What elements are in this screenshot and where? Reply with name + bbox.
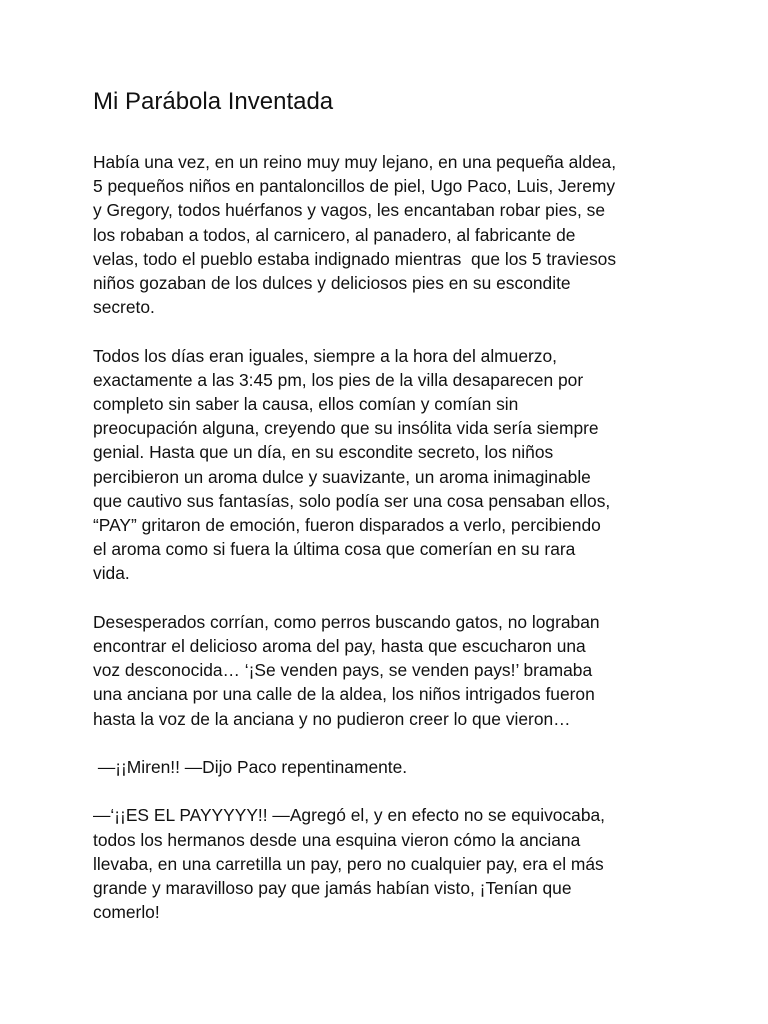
text-line: encontrar el delicioso aroma del pay, hasta que escucharon una [93, 636, 586, 657]
text-line: y Gregory, todos huérfanos y vagos, les encantaban robar pies, se [93, 200, 606, 221]
text-line: secreto. [93, 297, 155, 318]
text-line: hasta la voz de la anciana y no pudieron creer lo que vieron… [93, 708, 571, 729]
text-line: el aroma como si fuera la última cosa que comerían en su rara [93, 539, 576, 560]
text-line: llevaba, en una carretilla un pay, pero no cualquier pay, era el más [93, 853, 604, 874]
text-line: grande y maravilloso pay que jamás habían visto, ¡Tenían que [93, 878, 572, 899]
paragraph-3 [93, 610, 693, 731]
text-line: —¡¡Miren!! —Dijo Paco repentinamente. [93, 757, 408, 778]
text-line: una anciana por una calle de la aldea, los niños intrigados fueron [93, 684, 595, 705]
text-line: vida. [93, 563, 130, 584]
paragraph-4 [93, 755, 693, 779]
text-line: 5 pequeños niños en pantaloncillos de piel, Ugo Paco, Luis, Jeremy [93, 176, 616, 197]
text-line: que cautivo sus fantasías, solo podía ser una cosa pensaban ellos, [93, 490, 611, 511]
text-line: los robaban a todos, al carnicero, al panadero, al fabricante de [93, 224, 576, 245]
text-line: exactamente a las 3:45 pm, los pies de la villa desaparecen por [93, 369, 584, 390]
text-line: Había una vez, en un reino muy muy lejano, en una pequeña aldea, [93, 152, 617, 172]
text-line: todos los hermanos desde una esquina vieron cómo la anciana [93, 829, 581, 850]
text-line: percibieron un aroma dulce y suavizante, un aroma inimaginable [93, 466, 591, 487]
paragraph-5 [93, 803, 693, 924]
text-line: comerlo! [93, 902, 160, 923]
text-line: genial. Hasta que un día, en su escondite secreto, los niños [93, 442, 554, 463]
text-line: voz desconocida… ‘¡Se venden pays, se venden pays!’ bramaba [93, 660, 593, 681]
text-line: “PAY” gritaron de emoción, fueron disparados a verlo, percibiendo [93, 515, 601, 536]
text-line: niños gozaban de los dulces y deliciosos pies en su escondite [93, 273, 571, 294]
document-page [93, 86, 693, 949]
text-line: Desesperados corrían, como perros buscando gatos, no lograban [93, 611, 600, 632]
text-line: velas, todo el pueblo estaba indignado mientras que los 5 traviesos [93, 248, 617, 269]
paragraph-2 [93, 344, 693, 586]
text-line: preocupación alguna, creyendo que su insólita vida sería siempre [93, 418, 599, 439]
text-line: completo sin saber la causa, ellos comían y comían sin [93, 394, 519, 415]
text-line: Todos los días eran iguales, siempre a la hora del almuerzo, [93, 345, 558, 366]
paragraph-1 [93, 150, 693, 319]
document-title: Mi Parábola Inventada [93, 88, 334, 115]
text-line: —‘¡¡ES EL PAYYYYY!! —Agregó el, y en efecto no se equivocaba, [93, 805, 606, 826]
